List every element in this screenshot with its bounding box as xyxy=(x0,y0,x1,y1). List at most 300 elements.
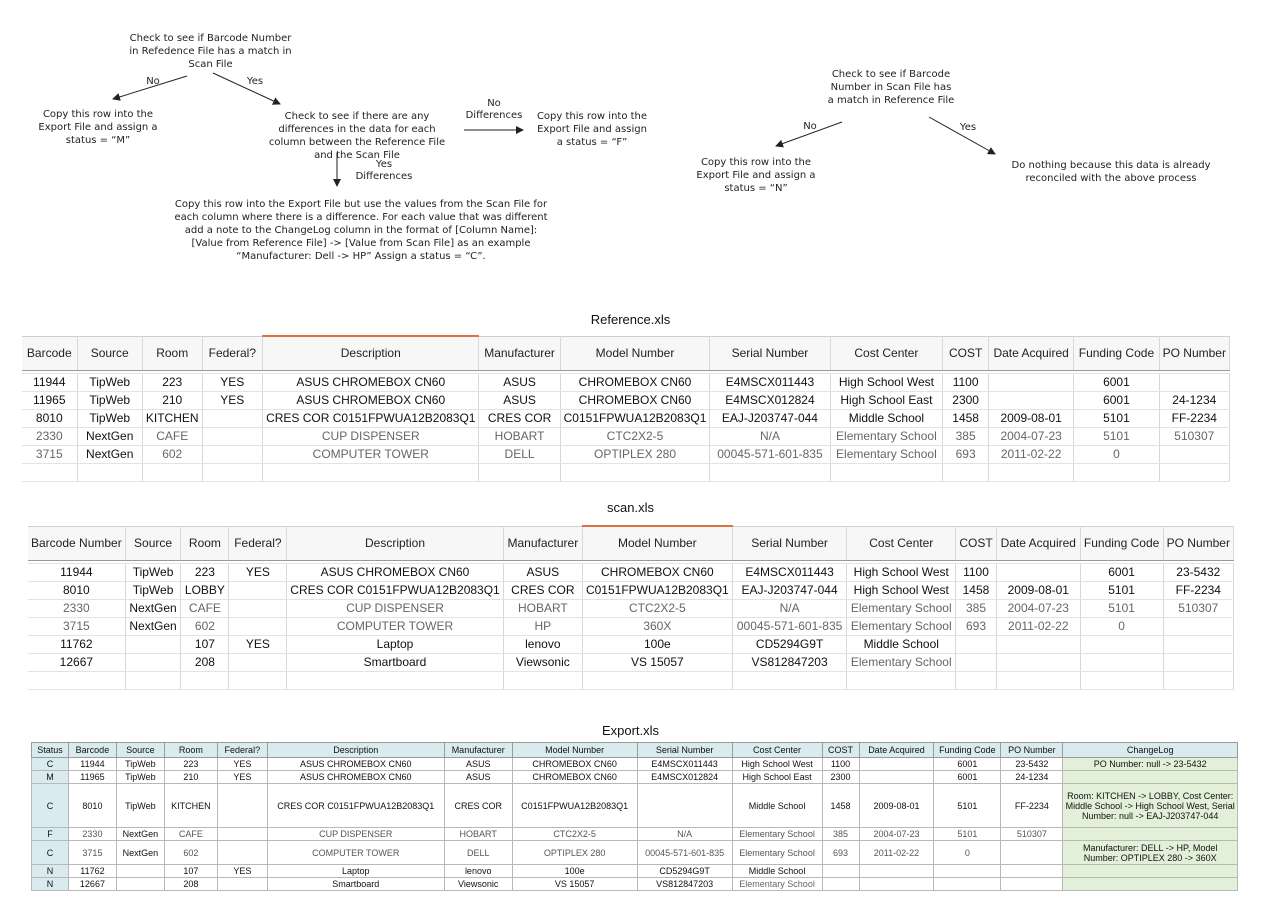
table-cell[interactable] xyxy=(1159,373,1229,391)
column-header[interactable]: PO Number xyxy=(1001,743,1063,758)
table-cell[interactable] xyxy=(125,653,181,671)
table-cell[interactable] xyxy=(822,878,859,891)
table-cell[interactable] xyxy=(1159,445,1229,463)
column-header[interactable]: ChangeLog xyxy=(1063,743,1238,758)
table-cell[interactable]: 2004-07-23 xyxy=(988,427,1073,445)
table-cell[interactable]: ASUS CHROMEBOX CN60 xyxy=(287,563,503,581)
table-cell[interactable]: NextGen xyxy=(116,828,164,841)
table-cell[interactable]: Elementary School xyxy=(830,445,943,463)
table-cell[interactable] xyxy=(1001,841,1063,865)
table-cell[interactable]: 2330 xyxy=(22,427,77,445)
column-header[interactable]: COST xyxy=(822,743,859,758)
table-cell[interactable]: 8010 xyxy=(68,784,116,828)
table-row[interactable] xyxy=(28,599,1234,617)
table-cell[interactable]: FF-2234 xyxy=(1163,581,1233,599)
table-cell[interactable]: CHROMEBOX CN60 xyxy=(512,758,637,771)
column-header[interactable]: Status xyxy=(32,743,69,758)
table-cell[interactable]: NextGen xyxy=(77,427,142,445)
table-cell[interactable]: C0151FPWUA12B2083Q1 xyxy=(512,784,637,828)
table-cell[interactable]: HOBART xyxy=(479,427,560,445)
table-cell[interactable]: 3715 xyxy=(68,841,116,865)
table-cell[interactable]: 2300 xyxy=(822,771,859,784)
table-cell[interactable]: C0151FPWUA12B2083Q1 xyxy=(560,409,710,427)
table-cell[interactable]: Middle School xyxy=(830,409,943,427)
table-cell[interactable]: 2300 xyxy=(943,391,989,409)
column-header[interactable]: Model Number xyxy=(560,336,710,370)
table-cell[interactable]: 0 xyxy=(1074,445,1159,463)
column-header[interactable]: Source xyxy=(116,743,164,758)
status-cell[interactable]: C xyxy=(32,758,69,771)
table-cell[interactable]: COMPUTER TOWER xyxy=(287,617,503,635)
table-cell[interactable]: C0151FPWUA12B2083Q1 xyxy=(582,581,732,599)
table-cell[interactable]: ASUS xyxy=(444,758,512,771)
table-cell[interactable]: 2009-08-01 xyxy=(859,784,934,828)
table-cell[interactable]: 100e xyxy=(582,635,732,653)
table-cell[interactable]: ASUS xyxy=(503,563,582,581)
table-cell[interactable]: ASUS CHROMEBOX CN60 xyxy=(263,391,479,409)
table-cell[interactable]: 5101 xyxy=(1074,427,1159,445)
column-header[interactable]: Description xyxy=(263,336,479,370)
table-cell[interactable]: Elementary School xyxy=(847,653,956,671)
table-row[interactable] xyxy=(28,653,1234,671)
table-cell[interactable]: N/A xyxy=(637,828,732,841)
table-cell[interactable]: 5101 xyxy=(1080,581,1163,599)
table-cell[interactable]: 2004-07-23 xyxy=(859,828,934,841)
table-cell[interactable] xyxy=(1001,878,1063,891)
table-cell[interactable]: 693 xyxy=(943,445,989,463)
table-cell[interactable]: Elementary School xyxy=(847,599,956,617)
table-cell[interactable]: 11944 xyxy=(68,758,116,771)
table-cell[interactable]: Elementary School xyxy=(732,828,822,841)
table-row[interactable] xyxy=(32,828,1238,841)
table-cell[interactable]: 23-5432 xyxy=(1163,563,1233,581)
table-row[interactable] xyxy=(28,563,1234,581)
table-cell[interactable]: 5101 xyxy=(1074,409,1159,427)
table-row[interactable] xyxy=(28,617,1234,635)
column-header[interactable]: Serial Number xyxy=(732,526,847,560)
table-cell[interactable] xyxy=(996,635,1080,653)
table-cell[interactable]: EAJ-J203747-044 xyxy=(732,581,847,599)
column-header[interactable]: Funding Code xyxy=(1080,526,1163,560)
column-header[interactable]: Model Number xyxy=(582,526,732,560)
column-header[interactable]: Cost Center xyxy=(732,743,822,758)
table-cell[interactable]: 385 xyxy=(943,427,989,445)
table-cell[interactable]: YES xyxy=(229,563,287,581)
table-cell[interactable]: Smartboard xyxy=(287,653,503,671)
table-row[interactable] xyxy=(32,758,1238,771)
column-header[interactable]: Source xyxy=(77,336,142,370)
table-cell[interactable]: 11762 xyxy=(68,865,116,878)
column-header[interactable]: Date Acquired xyxy=(996,526,1080,560)
table-cell[interactable]: 1458 xyxy=(943,409,989,427)
column-header[interactable]: Source xyxy=(125,526,181,560)
table-cell[interactable] xyxy=(202,445,263,463)
table-cell[interactable]: CRES COR xyxy=(444,784,512,828)
table-cell[interactable]: 24-1234 xyxy=(1159,391,1229,409)
column-header[interactable]: Room xyxy=(142,336,202,370)
table-cell[interactable]: 12667 xyxy=(68,878,116,891)
table-cell[interactable] xyxy=(125,635,181,653)
table-cell[interactable]: 24-1234 xyxy=(1001,771,1063,784)
table-cell[interactable] xyxy=(1080,635,1163,653)
table-cell[interactable]: Middle School xyxy=(847,635,956,653)
table-cell[interactable]: TipWeb xyxy=(116,784,164,828)
column-header[interactable]: Barcode xyxy=(68,743,116,758)
table-cell[interactable]: 8010 xyxy=(28,581,125,599)
table-cell[interactable] xyxy=(229,599,287,617)
table-row[interactable] xyxy=(32,865,1238,878)
table-cell[interactable]: HOBART xyxy=(444,828,512,841)
table-cell[interactable] xyxy=(217,841,267,865)
column-header[interactable]: Date Acquired xyxy=(859,743,934,758)
table-cell[interactable]: CHROMEBOX CN60 xyxy=(512,771,637,784)
table-cell[interactable] xyxy=(217,784,267,828)
column-header[interactable]: COST xyxy=(956,526,997,560)
table-cell[interactable]: 1458 xyxy=(822,784,859,828)
table-cell[interactable] xyxy=(229,617,287,635)
table-cell[interactable]: NextGen xyxy=(125,599,181,617)
column-header[interactable]: Serial Number xyxy=(710,336,830,370)
table-cell[interactable]: OPTIPLEX 280 xyxy=(512,841,637,865)
table-cell[interactable] xyxy=(988,373,1073,391)
table-cell[interactable]: 11762 xyxy=(28,635,125,653)
table-cell[interactable]: 223 xyxy=(142,373,202,391)
table-cell[interactable]: YES xyxy=(217,771,267,784)
status-cell[interactable]: C xyxy=(32,841,69,865)
table-cell[interactable] xyxy=(1163,653,1233,671)
table-cell[interactable] xyxy=(637,784,732,828)
table-cell[interactable] xyxy=(217,828,267,841)
table-cell[interactable]: 11965 xyxy=(68,771,116,784)
table-cell[interactable] xyxy=(202,427,263,445)
table-cell[interactable]: 210 xyxy=(164,771,217,784)
column-header[interactable]: Barcode Number xyxy=(28,526,125,560)
table-cell[interactable]: VS812847203 xyxy=(637,878,732,891)
table-cell[interactable]: 5101 xyxy=(934,828,1001,841)
table-cell[interactable]: ASUS CHROMEBOX CN60 xyxy=(267,758,444,771)
table-cell[interactable]: 223 xyxy=(164,758,217,771)
table-cell[interactable] xyxy=(859,878,934,891)
table-cell[interactable]: 208 xyxy=(164,878,217,891)
column-header[interactable]: COST xyxy=(943,336,989,370)
column-header[interactable]: PO Number xyxy=(1163,526,1233,560)
table-cell[interactable] xyxy=(822,865,859,878)
table-cell[interactable]: 208 xyxy=(181,653,229,671)
table-row[interactable] xyxy=(22,391,1230,409)
table-cell[interactable]: Elementary School xyxy=(732,841,822,865)
table-cell[interactable]: CRES COR C0151FPWUA12B2083Q1 xyxy=(267,784,444,828)
table-cell[interactable]: TipWeb xyxy=(116,771,164,784)
table-cell[interactable]: Middle School xyxy=(732,865,822,878)
column-header[interactable]: Funding Code xyxy=(1074,336,1159,370)
table-cell[interactable]: 2330 xyxy=(68,828,116,841)
table-cell[interactable]: High School West xyxy=(732,758,822,771)
table-cell[interactable]: LOBBY xyxy=(181,581,229,599)
table-cell[interactable]: ASUS xyxy=(479,391,560,409)
table-cell[interactable]: YES xyxy=(202,373,263,391)
table-cell[interactable] xyxy=(1080,653,1163,671)
table-cell[interactable]: 12667 xyxy=(28,653,125,671)
table-cell[interactable]: CHROMEBOX CN60 xyxy=(582,563,732,581)
table-cell[interactable]: TipWeb xyxy=(77,373,142,391)
column-header[interactable]: Serial Number xyxy=(637,743,732,758)
table-cell[interactable]: CAFE xyxy=(164,828,217,841)
status-cell[interactable]: F xyxy=(32,828,69,841)
table-cell[interactable]: KITCHEN xyxy=(164,784,217,828)
column-header[interactable]: Federal? xyxy=(229,526,287,560)
table-cell[interactable]: YES xyxy=(229,635,287,653)
table-cell[interactable]: 5101 xyxy=(1080,599,1163,617)
table-cell[interactable]: ASUS CHROMEBOX CN60 xyxy=(267,771,444,784)
table-cell[interactable]: 2011-02-22 xyxy=(859,841,934,865)
changelog-cell[interactable] xyxy=(1063,878,1238,891)
table-cell[interactable]: 602 xyxy=(181,617,229,635)
table-cell[interactable]: 693 xyxy=(822,841,859,865)
table-cell[interactable] xyxy=(996,653,1080,671)
table-cell[interactable]: ASUS xyxy=(444,771,512,784)
empty-row[interactable] xyxy=(28,671,1234,689)
changelog-cell[interactable]: Room: KITCHEN -> LOBBY, Cost Center: Middle School -> High School West, Serial Number: null -> EAJ-J203747-044 xyxy=(1063,784,1238,828)
table-cell[interactable] xyxy=(934,865,1001,878)
status-cell[interactable]: N xyxy=(32,878,69,891)
table-cell[interactable]: Elementary School xyxy=(732,878,822,891)
table-cell[interactable]: 223 xyxy=(181,563,229,581)
table-cell[interactable]: CAFE xyxy=(181,599,229,617)
table-cell[interactable]: FF-2234 xyxy=(1159,409,1229,427)
table-row[interactable] xyxy=(28,635,1234,653)
table-row[interactable] xyxy=(22,427,1230,445)
table-cell[interactable]: EAJ-J203747-044 xyxy=(710,409,830,427)
table-cell[interactable]: N/A xyxy=(710,427,830,445)
table-cell[interactable]: 00045-571-601-835 xyxy=(732,617,847,635)
table-cell[interactable]: 2011-02-22 xyxy=(996,617,1080,635)
column-header[interactable]: Model Number xyxy=(512,743,637,758)
table-cell[interactable]: OPTIPLEX 280 xyxy=(560,445,710,463)
column-header[interactable]: Barcode xyxy=(22,336,77,370)
table-cell[interactable] xyxy=(988,391,1073,409)
table-cell[interactable]: E4MSCX012824 xyxy=(710,391,830,409)
table-cell[interactable]: CAFE xyxy=(142,427,202,445)
table-cell[interactable]: NextGen xyxy=(77,445,142,463)
table-cell[interactable] xyxy=(1163,635,1233,653)
table-cell[interactable]: ASUS CHROMEBOX CN60 xyxy=(263,373,479,391)
table-cell[interactable]: High School West xyxy=(830,373,943,391)
table-cell[interactable]: NextGen xyxy=(125,617,181,635)
table-cell[interactable]: TipWeb xyxy=(125,581,181,599)
table-cell[interactable]: 11965 xyxy=(22,391,77,409)
table-cell[interactable]: 6001 xyxy=(1074,391,1159,409)
table-cell[interactable]: COMPUTER TOWER xyxy=(267,841,444,865)
table-cell[interactable]: lenovo xyxy=(444,865,512,878)
table-cell[interactable]: 0 xyxy=(934,841,1001,865)
table-cell[interactable]: 1100 xyxy=(822,758,859,771)
table-cell[interactable]: High School West xyxy=(847,581,956,599)
changelog-cell[interactable] xyxy=(1063,865,1238,878)
table-cell[interactable]: TipWeb xyxy=(116,758,164,771)
table-cell[interactable]: CRES COR xyxy=(479,409,560,427)
status-cell[interactable]: C xyxy=(32,784,69,828)
table-cell[interactable] xyxy=(859,771,934,784)
table-cell[interactable]: YES xyxy=(202,391,263,409)
table-cell[interactable]: CRES COR C0151FPWUA12B2083Q1 xyxy=(287,581,503,599)
table-cell[interactable]: TipWeb xyxy=(125,563,181,581)
table-cell[interactable]: 2011-02-22 xyxy=(988,445,1073,463)
table-cell[interactable] xyxy=(1163,617,1233,635)
table-cell[interactable]: 6001 xyxy=(1080,563,1163,581)
table-cell[interactable]: 210 xyxy=(142,391,202,409)
table-cell[interactable]: 510307 xyxy=(1163,599,1233,617)
table-cell[interactable] xyxy=(859,758,934,771)
changelog-cell[interactable] xyxy=(1063,771,1238,784)
table-cell[interactable]: VS812847203 xyxy=(732,653,847,671)
table-cell[interactable]: E4MSCX011443 xyxy=(732,563,847,581)
table-cell[interactable] xyxy=(996,563,1080,581)
table-cell[interactable]: High School East xyxy=(732,771,822,784)
table-cell[interactable]: 11944 xyxy=(28,563,125,581)
column-header[interactable]: Description xyxy=(287,526,503,560)
table-cell[interactable]: 107 xyxy=(164,865,217,878)
table-cell[interactable]: CTC2X2-5 xyxy=(582,599,732,617)
table-cell[interactable] xyxy=(217,878,267,891)
table-row[interactable] xyxy=(32,784,1238,828)
table-cell[interactable]: 8010 xyxy=(22,409,77,427)
table-cell[interactable]: 510307 xyxy=(1159,427,1229,445)
status-cell[interactable]: N xyxy=(32,865,69,878)
column-header[interactable]: Room xyxy=(164,743,217,758)
table-row[interactable] xyxy=(32,878,1238,891)
table-cell[interactable]: 6001 xyxy=(1074,373,1159,391)
table-cell[interactable]: CD5294G9T xyxy=(732,635,847,653)
table-cell[interactable]: 693 xyxy=(956,617,997,635)
table-cell[interactable]: FF-2234 xyxy=(1001,784,1063,828)
table-cell[interactable]: 107 xyxy=(181,635,229,653)
table-cell[interactable]: 3715 xyxy=(22,445,77,463)
table-cell[interactable]: Middle School xyxy=(732,784,822,828)
column-header[interactable]: PO Number xyxy=(1159,336,1229,370)
table-cell[interactable]: Laptop xyxy=(267,865,444,878)
table-cell[interactable]: lenovo xyxy=(503,635,582,653)
table-cell[interactable]: E4MSCX012824 xyxy=(637,771,732,784)
table-cell[interactable]: High School East xyxy=(830,391,943,409)
table-row[interactable] xyxy=(32,771,1238,784)
table-cell[interactable]: 1100 xyxy=(956,563,997,581)
table-cell[interactable]: TipWeb xyxy=(77,409,142,427)
table-cell[interactable]: YES xyxy=(217,758,267,771)
table-cell[interactable]: 3715 xyxy=(28,617,125,635)
table-row[interactable] xyxy=(28,581,1234,599)
table-cell[interactable]: 6001 xyxy=(934,771,1001,784)
table-cell[interactable]: DELL xyxy=(444,841,512,865)
table-cell[interactable]: 2004-07-23 xyxy=(996,599,1080,617)
table-row[interactable] xyxy=(32,841,1238,865)
column-header[interactable]: Federal? xyxy=(217,743,267,758)
table-cell[interactable]: CRES COR xyxy=(503,581,582,599)
table-cell[interactable]: E4MSCX011443 xyxy=(710,373,830,391)
changelog-cell[interactable] xyxy=(1063,828,1238,841)
table-cell[interactable]: 100e xyxy=(512,865,637,878)
table-cell[interactable]: 5101 xyxy=(934,784,1001,828)
empty-row[interactable] xyxy=(22,463,1230,481)
table-cell[interactable]: 1100 xyxy=(943,373,989,391)
table-cell[interactable] xyxy=(1001,865,1063,878)
table-cell[interactable]: 602 xyxy=(142,445,202,463)
table-cell[interactable]: CUP DISPENSER xyxy=(263,427,479,445)
table-cell[interactable]: NextGen xyxy=(116,841,164,865)
table-cell[interactable]: 2009-08-01 xyxy=(988,409,1073,427)
table-cell[interactable] xyxy=(229,581,287,599)
table-cell[interactable]: 0 xyxy=(1080,617,1163,635)
status-cell[interactable]: M xyxy=(32,771,69,784)
column-header[interactable]: Manufacturer xyxy=(479,336,560,370)
table-cell[interactable]: 510307 xyxy=(1001,828,1063,841)
table-cell[interactable]: 385 xyxy=(956,599,997,617)
column-header[interactable]: Date Acquired xyxy=(988,336,1073,370)
table-cell[interactable]: CUP DISPENSER xyxy=(287,599,503,617)
table-cell[interactable] xyxy=(229,653,287,671)
column-header[interactable]: Funding Code xyxy=(934,743,1001,758)
table-cell[interactable]: CD5294G9T xyxy=(637,865,732,878)
table-cell[interactable]: 2330 xyxy=(28,599,125,617)
table-cell[interactable]: Viewsonic xyxy=(503,653,582,671)
table-cell[interactable]: Elementary School xyxy=(847,617,956,635)
table-cell[interactable]: 00045-571-601-835 xyxy=(637,841,732,865)
table-cell[interactable]: Elementary School xyxy=(830,427,943,445)
column-header[interactable]: Cost Center xyxy=(830,336,943,370)
changelog-cell[interactable]: PO Number: null -> 23-5432 xyxy=(1063,758,1238,771)
table-cell[interactable] xyxy=(956,653,997,671)
column-header[interactable]: Manufacturer xyxy=(444,743,512,758)
table-cell[interactable]: HOBART xyxy=(503,599,582,617)
table-cell[interactable]: HP xyxy=(503,617,582,635)
column-header[interactable]: Cost Center xyxy=(847,526,956,560)
table-cell[interactable]: VS 15057 xyxy=(512,878,637,891)
table-cell[interactable]: Smartboard xyxy=(267,878,444,891)
table-cell[interactable]: DELL xyxy=(479,445,560,463)
table-cell[interactable] xyxy=(956,635,997,653)
table-cell[interactable]: 602 xyxy=(164,841,217,865)
table-cell[interactable]: COMPUTER TOWER xyxy=(263,445,479,463)
column-header[interactable]: Manufacturer xyxy=(503,526,582,560)
column-header[interactable]: Description xyxy=(267,743,444,758)
table-cell[interactable]: 6001 xyxy=(934,758,1001,771)
table-cell[interactable]: N/A xyxy=(732,599,847,617)
table-cell[interactable]: High School West xyxy=(847,563,956,581)
changelog-cell[interactable]: Manufacturer: DELL -> HP, Model Number: OPTIPLEX 280 -> 360X xyxy=(1063,841,1238,865)
column-header[interactable]: Federal? xyxy=(202,336,263,370)
table-cell[interactable] xyxy=(934,878,1001,891)
table-cell[interactable]: 360X xyxy=(582,617,732,635)
table-row[interactable] xyxy=(22,445,1230,463)
table-cell[interactable]: Viewsonic xyxy=(444,878,512,891)
table-cell[interactable]: VS 15057 xyxy=(582,653,732,671)
table-cell[interactable]: YES xyxy=(217,865,267,878)
table-row[interactable] xyxy=(22,373,1230,391)
table-cell[interactable]: CTC2X2-5 xyxy=(512,828,637,841)
table-cell[interactable]: 00045-571-601-835 xyxy=(710,445,830,463)
table-cell[interactable] xyxy=(116,878,164,891)
table-cell[interactable]: ASUS xyxy=(479,373,560,391)
table-cell[interactable]: Laptop xyxy=(287,635,503,653)
table-cell[interactable]: E4MSCX011443 xyxy=(637,758,732,771)
table-cell[interactable]: 385 xyxy=(822,828,859,841)
table-cell[interactable]: KITCHEN xyxy=(142,409,202,427)
table-cell[interactable]: 23-5432 xyxy=(1001,758,1063,771)
column-header[interactable]: Room xyxy=(181,526,229,560)
table-cell[interactable]: CTC2X2-5 xyxy=(560,427,710,445)
table-cell[interactable] xyxy=(116,865,164,878)
table-cell[interactable]: CHROMEBOX CN60 xyxy=(560,373,710,391)
table-cell[interactable]: CRES COR C0151FPWUA12B2083Q1 xyxy=(263,409,479,427)
